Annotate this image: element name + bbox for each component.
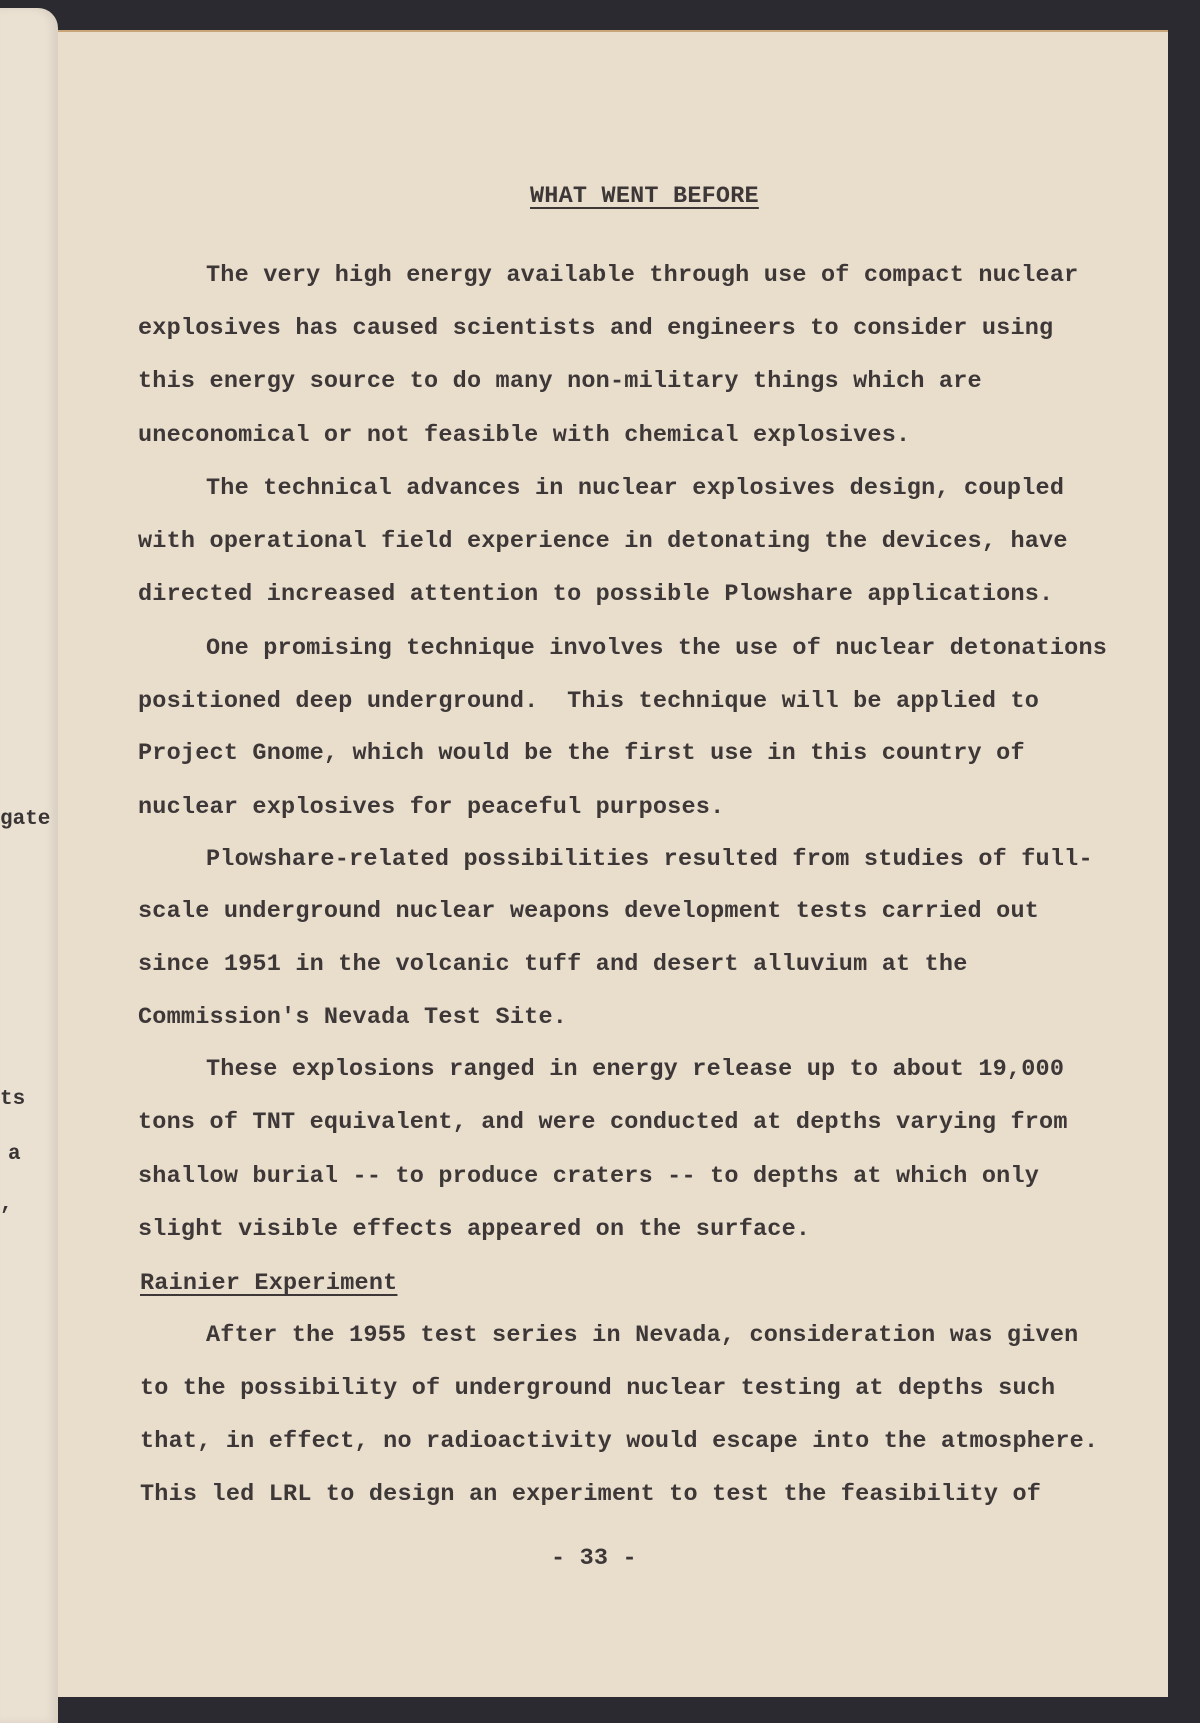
body-text-line: tons of TNT equivalent, and were conducted at depths varying from (138, 1109, 1068, 1136)
body-text-line: The technical advances in nuclear explosives design, coupled (206, 475, 1065, 502)
body-text-line: to the possibility of underground nuclear testing at depths such (140, 1375, 1056, 1402)
body-text-line: One promising technique involves the use of nuclear detonations (206, 635, 1108, 662)
body-text-line: Commission's Nevada Test Site. (138, 1004, 568, 1031)
body-text-line: with operational field experience in detonating the devices, have (138, 528, 1068, 555)
page-title: WHAT WENT BEFORE (530, 183, 759, 210)
body-text-line: The very high energy available through use of compact nuclear (206, 262, 1079, 289)
left-page-edge (0, 8, 58, 1723)
body-text-line: After the 1955 test series in Nevada, consideration was given (206, 1322, 1079, 1349)
left-page-fragment: a (8, 1143, 21, 1166)
left-page-fragment: ts (0, 1088, 26, 1111)
left-page-fragment: , (0, 1193, 13, 1216)
section-heading: Rainier Experiment (140, 1270, 398, 1297)
body-text-line: slight visible effects appeared on the surface. (138, 1216, 811, 1243)
body-text-line: this energy source to do many non-military things which are (138, 368, 982, 395)
body-text-line: Plowshare-related possibilities resulted from studies of full- (206, 846, 1093, 873)
body-text-line: Project Gnome, which would be the first use in this country of (138, 740, 1025, 767)
body-text-line: positioned deep underground. This technique will be applied to (138, 688, 1040, 715)
body-text-line: since 1951 in the volcanic tuff and desert alluvium at the (138, 951, 968, 978)
body-text-line: shallow burial -- to produce craters -- to depths at which only (138, 1163, 1040, 1190)
body-text-line: scale underground nuclear weapons development tests carried out (138, 898, 1040, 925)
body-text-line: nuclear explosives for peaceful purposes. (138, 794, 725, 821)
left-page-fragment: gate (0, 808, 51, 831)
body-text-line: These explosions ranged in energy release up to about 19,000 (206, 1056, 1065, 1083)
body-text-line: uneconomical or not feasible with chemical explosives. (138, 422, 911, 449)
body-text-line: directed increased attention to possible Plowshare applications. (138, 581, 1054, 608)
body-text-line: explosives has caused scientists and engineers to consider using (138, 315, 1054, 342)
body-text-line: that, in effect, no radioactivity would escape into the atmosphere. (140, 1428, 1099, 1455)
page-number: - 33 - (551, 1545, 637, 1572)
body-text-line: This led LRL to design an experiment to test the feasibility of (140, 1481, 1042, 1508)
